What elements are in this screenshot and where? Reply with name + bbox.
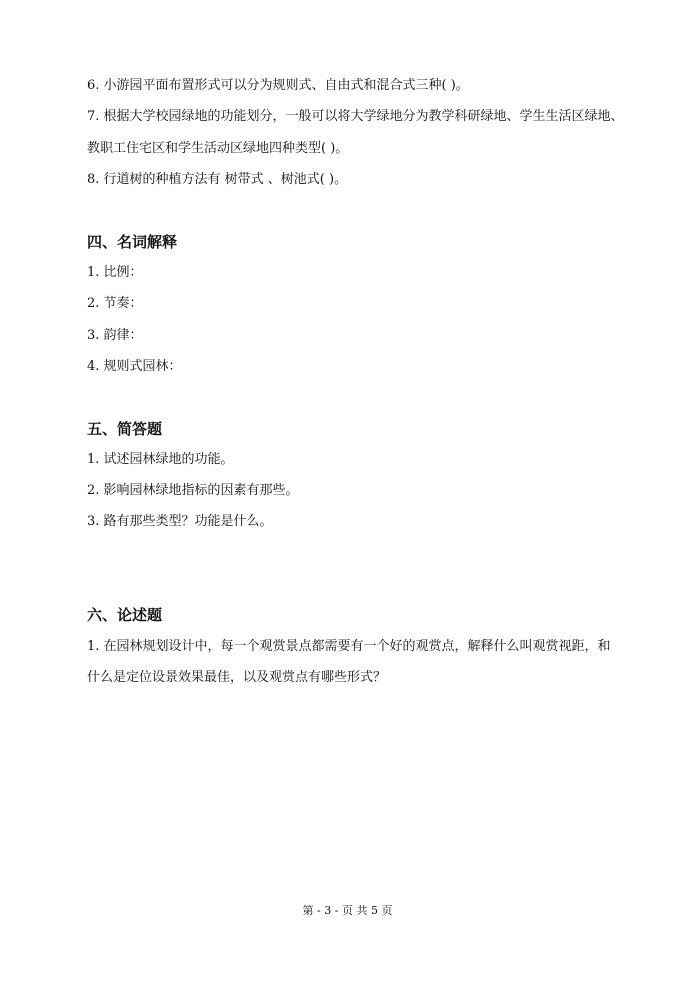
section5-item-1: 1. 试述园林绿地的功能。: [87, 452, 234, 467]
section4-item-3: 3. 韵律：: [87, 328, 143, 343]
section4-title: 四、名词解释: [87, 233, 178, 251]
fill-in-q7-line2: 教职工住宅区和学生活动区绿地四种类型( )。: [87, 141, 349, 156]
fill-in-q6: 6. 小游园平面布置形式可以分为规则式、自由式和混合式三种( )。: [87, 78, 469, 93]
section5-title: 五、简答题: [87, 420, 163, 438]
page-footer: 第 - 3 - 页 共 5 页: [302, 904, 393, 917]
section4-item-4: 4. 规则式园林：: [87, 359, 182, 374]
section6-title: 六、论述题: [87, 606, 163, 624]
section6-line-2: 什么是定位设景效果最佳，以及观赏点有哪些形式？: [87, 670, 387, 685]
fill-in-q7-line1: 7. 根据大学校园绿地的功能划分，一般可以将大学绿地分为教学科研绿地、学生生活区绿地、: [87, 109, 624, 124]
section4-item-2: 2. 节奏：: [87, 296, 143, 311]
section5-item-2: 2. 影响园林绿地指标的因素有那些。: [87, 483, 299, 498]
section4-item-1: 1. 比例：: [87, 265, 143, 280]
section5-item-3: 3. 路有那些类型？功能是什么。: [87, 514, 273, 529]
section6-line-1: 1. 在园林规划设计中，每一个观赏景点都需要有一个好的观赏点，解释什么叫观赏视距，和: [87, 639, 611, 654]
fill-in-q8: 8. 行道树的种植方法有 树带式 、树池式( )。: [87, 172, 348, 187]
